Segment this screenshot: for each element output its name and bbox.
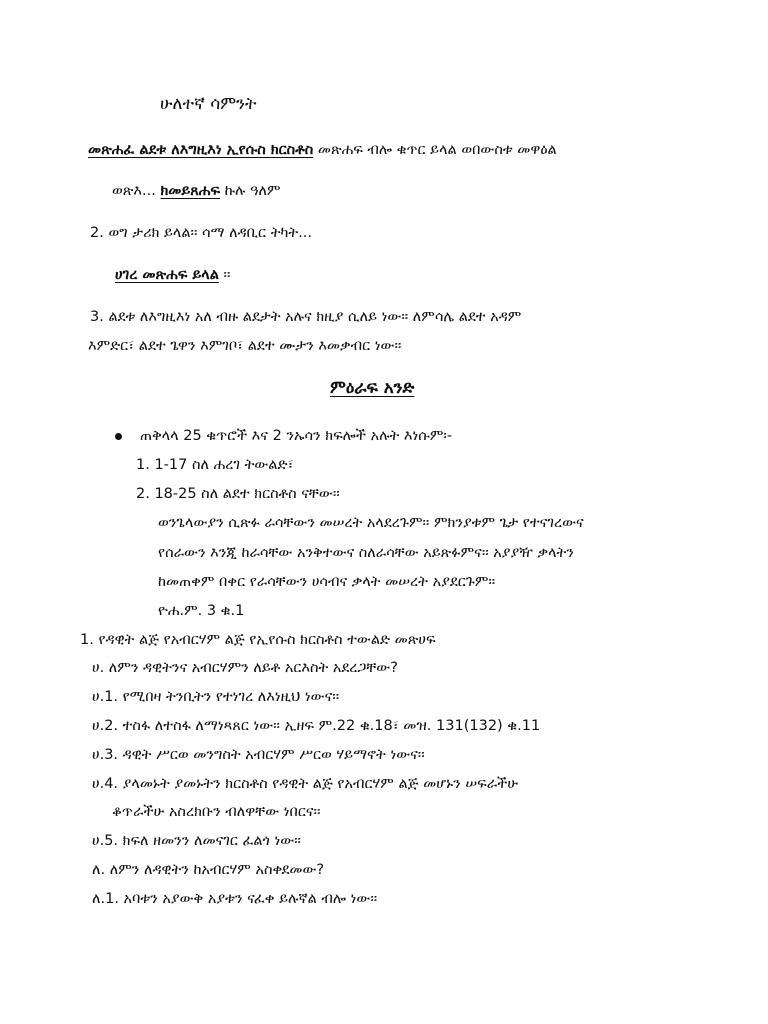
sub-item-1: 1. 1-17 ስለ ሐረገ ትውልድ፣: [136, 457, 294, 473]
paragraph-line-3: ከመጠቀም በቀር የራሳቸውን ሀሳብና ቃላት መሠረት አያደርጉም፡፡: [158, 574, 496, 590]
paragraph-line-2: የሰራውን እንጂ ከራሳቸው አንቅተውና ስለራሳቸው አይጽፉምና፡፡ አያያዥ ቃላትን: [158, 545, 574, 561]
line-1: [88, 140, 557, 160]
line-1-rest: መጽሐፍ ብሎ ቁጥር ይላል ወበውስቱ መዋዕል: [313, 142, 557, 158]
qa-7: ሀ.5. ክፍለ ዘመንን ለመናገር ፈልጎ ነው፡፡: [92, 833, 301, 849]
qa-2: ሀ.1. የሚበዛ ትንቢትን የተነገረ ለእነዚህ ነውና፡፡: [92, 689, 340, 705]
qa-6: ቆጥራችሁ አስረክቡን ብለዋቸው ነበርና፡፡: [112, 804, 321, 820]
qa-3: ሀ.2. ተስፋ ለተስፋ ለማነጻጸር ነው፡፡ ኢዘፍ ም.22 ቁ.18፣ መዝ. 131(132) ቁ.11: [92, 718, 541, 734]
qa-9: ለ.1. አባቱን አያውቅ አያቱን ናፈቀ ይሉኛል ብሎ ነው፡፡: [92, 891, 378, 907]
line-4: [115, 265, 230, 285]
line-4-underlined: ሀገረ መጽሐፍ ይላል: [115, 267, 219, 283]
line-4-end: ፡፡: [218, 267, 231, 283]
line-3: 2. ወግ ታሪክ ይላል፡፡ ሳማ ለዳቢር ትካት...: [90, 225, 312, 241]
sub-item-2: 2. 18-25 ስለ ልደተ ክርስቶስ ናቸው፡፡: [136, 486, 340, 502]
chapter-heading: ምዕራፍ አንድ: [330, 378, 415, 398]
line-2-underlined: ክመይጸሐፍ: [160, 183, 221, 199]
qa-8: ለ. ለምን ለዳዊትን ከአብርሃም አስቀደመው?: [92, 862, 325, 878]
paragraph-line-1: ወንጌላውያን ሲጽፉ ራሳቸውን መሠረት አላደረጉም፡፡ ምክንያቱም ጌታ የተናገረውና: [158, 515, 584, 531]
section-1-title: 1. የዳዊት ልጅ የአብርሃም ልጅ የኢየሱስ ክርስቶስ ተውልድ መጽሀፍ: [80, 632, 436, 648]
bullet-dot-icon: [115, 433, 122, 440]
qa-4: ሀ.3. ዳዊት ሥርወ መንግስት አብርሃም ሥርወ ሃይማኖት ነውና፡፡: [92, 747, 425, 763]
line-5: 3. ልደቱ ለእግዚእነ አለ ብዙ ልደታት አሉና ክዚያ ሲለይ ነው፡፡ ለምሳሌ ልደተ አዳም: [90, 309, 522, 325]
line-2: [112, 181, 281, 201]
line-6: እምድር፣ ልደተ ጌዋን እምገቦ፣ ልደተ ሙታን እመቃብር ነው፡፡: [88, 338, 402, 354]
line-2-start: ወጽእ...: [112, 183, 161, 199]
reference: ዮሐ.ም. 3 ቁ.1: [158, 603, 245, 619]
qa-5: ሀ.4. ያላመኑት ያመኑትን ክርስቶስ የዳዊት ልጅ የአብርሃም ልጅ መሆኑን ሠፍራችሁ: [92, 776, 519, 792]
line-2-end: ኩሉ ዓለም: [220, 183, 281, 199]
page-title: ሁለተኛ ሳምንት: [160, 94, 257, 114]
qa-1: ሀ. ለምን ዳዊትንና አብርሃምን ለይቶ አርእስት አደረጋቸው?: [92, 660, 398, 676]
line-1-book-title: መጽሐፈ ልደቱ ለእግዚእነ ኢየሱስ ክርስቶስ: [88, 142, 314, 158]
bullet-text: ጠቅላላ 25 ቁጥሮች እና 2 ንኡሳን ክፍሎች አሉት እነሱም፡-: [140, 428, 453, 444]
